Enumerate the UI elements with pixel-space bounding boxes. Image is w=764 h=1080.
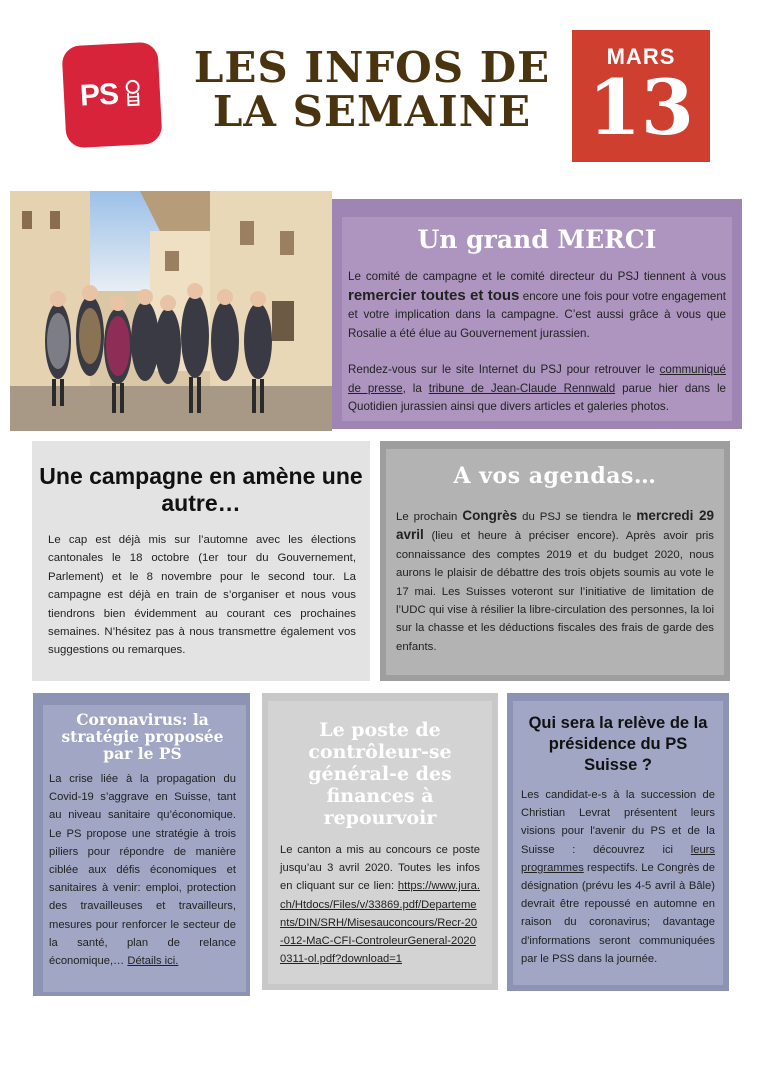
agenda-text-d: (lieu et heure à préciser encore). Après avoir pris connaissance des comptes 2019 et du budget 2020, nous aurons le plaisir de débattre des trois objets soumis au vote le 17 mai. Les Suisses voteront sur l’initiative de limitation de l’UDC qui vise à résilier la libre-circulation des personnes, la loi sur la chasse et les déductions fiscales des frais de garde des enfants.: [396, 530, 714, 653]
agenda-title: A vos agendas…: [453, 463, 657, 489]
releve-text: [521, 786, 715, 968]
releve-title: Qui sera la relève de la présidence du PS Suisse ?: [528, 714, 708, 774]
releve-panel: [507, 693, 729, 991]
poste-text-body: Le canton a mis au concours ce poste jusqu’au 3 avril 2020. Toutes les infos en cliquant sur ce lien:: [280, 844, 480, 893]
ps-logo: [61, 42, 162, 149]
agenda-panel: [380, 441, 730, 681]
corona-text-body: La crise liée à la propagation du Covid-19 s’aggrave en Suisse, tant au niveau sanitaire qu’économique. Le PS propose une stratégie à trois piliers pour répondre de manière ciblée aux défis économiques et sanitaires à venir: emploi, protection des travailleuses et travailleurs, mesures pour renforcer le secteur de la santé, plan de relance économique,…: [49, 773, 236, 968]
poste-panel: [262, 693, 498, 990]
campagne-text: Le cap est déjà mis sur l’automne avec les élections cantonales le 18 octobre (1er tour du Gouvernement, Parlement) et le 8 novembre pour le second tour. La campagne est déjà en train de s’organiser et nous vous tiendrons bien évidemment au courant ces prochaines semaines. N’hésitez pas à nous transmettre également vos suggestions ou remarques.: [48, 534, 356, 657]
merci-p2-text-b: , la: [402, 381, 429, 395]
agenda-text-a: Le prochain: [396, 511, 463, 523]
corona-title: Coronavirus: la stratégie proposée par le PS: [61, 710, 224, 763]
merci-inner: [342, 217, 732, 421]
merci-p1-bold: remercier toutes et tous: [348, 286, 520, 304]
merci-title: Un grand MERCI: [417, 225, 657, 254]
date-day: 13: [588, 63, 694, 152]
date-box: [572, 30, 710, 162]
poste-inner: [268, 701, 492, 984]
agenda-inner: [386, 449, 724, 675]
releve-text-a: Les candidat-e-s à la succession de Christian Levrat présentent leurs visions pour l'avenir du PS et de la Suisse : découvrez ici: [521, 789, 715, 856]
releve-inner: [513, 701, 723, 985]
merci-panel: [332, 199, 742, 429]
newsletter-title: [172, 43, 572, 136]
corona-inner: [43, 705, 246, 992]
poste-link[interactable]: https://www.jura.ch/Htdocs/Files/v/33869.pdf/Departements/DIN/SRH/Misesauconcours/Recr-20-012-MaC-CFI-ControleurGeneral-20200311-ol.pdf?download=1: [280, 880, 480, 966]
merci-p1-text-a: Le comité de campagne et le comité directeur du PSJ tiennent à vous: [348, 270, 726, 283]
corona-panel: [33, 693, 250, 996]
title-line-2: LA SEMAINE: [212, 87, 532, 136]
agenda-date: mercredi 29 avril: [396, 508, 714, 543]
merci-p2-text-c: parue hier dans le Quotidien jurassien ainsi que divers articles et galeries photos.: [348, 381, 726, 413]
date-month: MARS: [606, 44, 676, 69]
logo-text: PS: [79, 77, 119, 113]
rose-fist-icon: [121, 78, 145, 109]
campagne-title: Une campagne en amène une autre…: [39, 463, 363, 516]
poste-text: [280, 841, 480, 968]
agenda-text: [396, 507, 714, 656]
title-line-1: LES INFOS DE: [193, 43, 551, 92]
communique-link[interactable]: communiqué de presse: [348, 363, 726, 395]
merci-paragraph-2: [348, 361, 726, 417]
agenda-congres: Congrès: [462, 508, 518, 523]
corona-text: [49, 770, 236, 970]
agenda-text-c: du PSJ se tiendra le: [517, 511, 637, 523]
corona-details-link[interactable]: Détails ici.: [127, 955, 179, 968]
campagne-panel: [32, 441, 370, 681]
merci-p2-text-a: Rendez-vous sur le site Internet du PSJ pour retrouver le: [348, 363, 660, 376]
merci-paragraph-1: [348, 268, 726, 343]
releve-text-b: respectifs. Le Congrès de désignation (prévu les 4-5 avril à Bâle) devrait être repoussé en automne en raison du coronavirus; davantage d'informations seront communiquées par le PSS dans la journée.: [521, 861, 715, 965]
group-photo: [10, 191, 332, 431]
tribune-link[interactable]: tribune de Jean-Claude Rennwald: [428, 381, 616, 395]
poste-title: Le poste de contrôleur-se général-e des finances à repourvoir: [308, 719, 452, 829]
merci-p1-text-b: encore une fois pour votre engagement et votre implication dans la campagne. C’est aussi grâce à vous que Rosalie a été élue au Gouvernement jurassien.: [348, 289, 726, 340]
programmes-link[interactable]: leurs programmes: [521, 843, 715, 874]
